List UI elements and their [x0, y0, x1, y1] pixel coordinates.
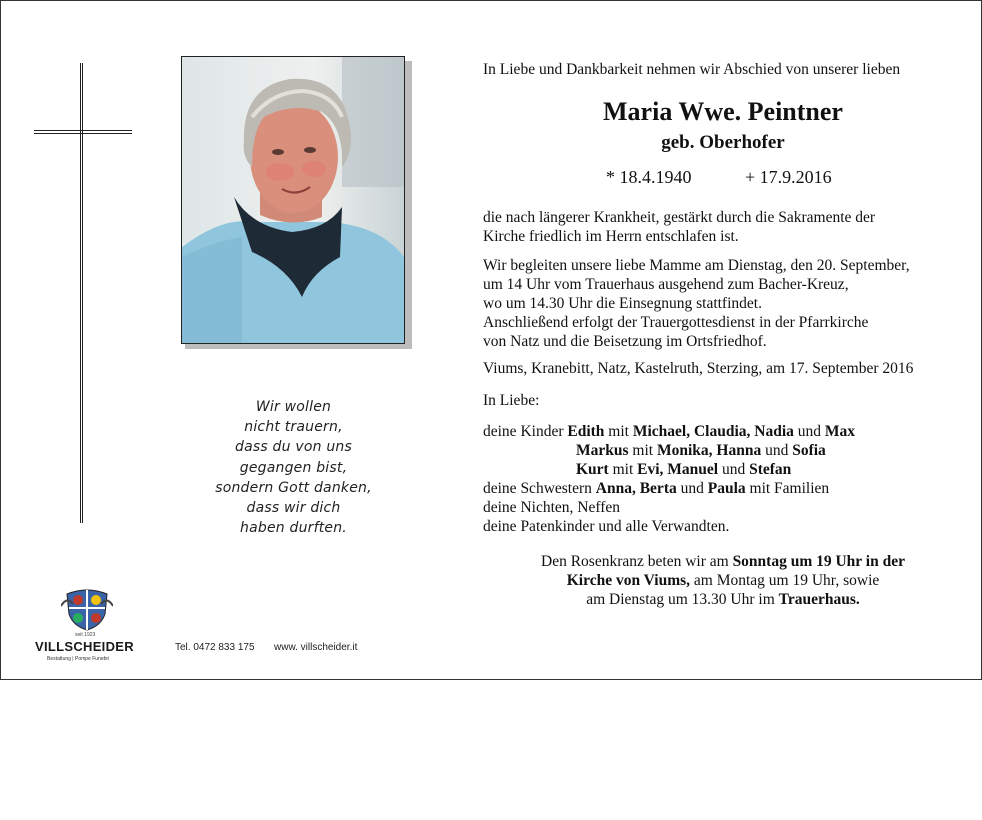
text-line: wo um 14.30 Uhr die Einsegnung stattfindet. [483, 295, 762, 312]
text-line: Anschließend erfolgt der Trauergottesdienst in der Pfarrkirche [483, 314, 869, 331]
phone-number: Tel. 0472 833 175 [175, 642, 255, 653]
poem-line: haben durften. [240, 520, 347, 537]
poem-line: dass wir dich [246, 500, 341, 517]
poem-line: sondern Gott danken, [215, 479, 372, 496]
poem-line: dass du von uns [235, 439, 352, 456]
family-line: Markus mit Monika, Hanna und Sofia [576, 442, 826, 459]
website-link[interactable]: www. villscheider.it [274, 642, 358, 653]
family-line: deine Nichten, Neffen [483, 499, 621, 516]
intro-text: In Liebe und Dankbarkeit nehmen wir Abschied von unserer lieben [483, 61, 901, 78]
text-line: die nach längerer Krankheit, gestärkt durch die Sakramente der [483, 209, 876, 226]
maiden-name: geb. Oberhofer [661, 132, 785, 153]
family-line: deine Patenkinder und alle Verwandten. [483, 518, 730, 535]
rosary-line: Kirche von Viums, am Montag um 19 Uhr, sowie [566, 572, 880, 589]
family-line: deine Kinder Edith mit Michael, Claudia, Nadia und Max [483, 423, 856, 440]
portrait-photo [181, 56, 405, 344]
text-line: Kirche friedlich im Herrn entschlafen ist. [483, 228, 739, 245]
brand-name: VILLSCHEIDER [35, 639, 134, 654]
poem-line: nicht trauern, [244, 419, 343, 436]
birth-date: * 18.4.1940 [606, 167, 692, 187]
family-line: Kurt mit Evi, Manuel und Stefan [576, 461, 792, 478]
family-line: deine Schwestern Anna, Berta und Paula mit Familien [483, 480, 830, 497]
coat-of-arms-icon [61, 586, 113, 632]
places-date: Viums, Kranebitt, Natz, Kastelruth, Sterzing, am 17. September 2016 [483, 360, 914, 377]
rosary-line: am Dienstag um 13.30 Uhr im Trauerhaus. [586, 591, 860, 608]
brand-subtitle: Bestattung | Pompe Funebri [47, 656, 110, 662]
death-date: + 17.9.2016 [745, 167, 832, 187]
in-love-label: In Liebe: [483, 392, 540, 409]
poem [201, 397, 386, 538]
established-text: seit 1923 [75, 632, 96, 638]
poem-line: gegangen bist, [239, 459, 348, 476]
poem-line: Wir wollen [255, 399, 332, 415]
deceased-name: Maria Wwe. Peintner [603, 97, 843, 126]
text-line: Wir begleiten unsere liebe Mamme am Dienstag, den 20. September, [483, 257, 910, 274]
text-line: um 14 Uhr vom Trauerhaus ausgehend zum Bacher-Kreuz, [483, 276, 849, 293]
text-line: von Natz und die Beisetzung im Ortsfriedhof. [483, 333, 767, 350]
rosary-line: Den Rosenkranz beten wir am Sonntag um 19 Uhr in der [541, 553, 905, 570]
